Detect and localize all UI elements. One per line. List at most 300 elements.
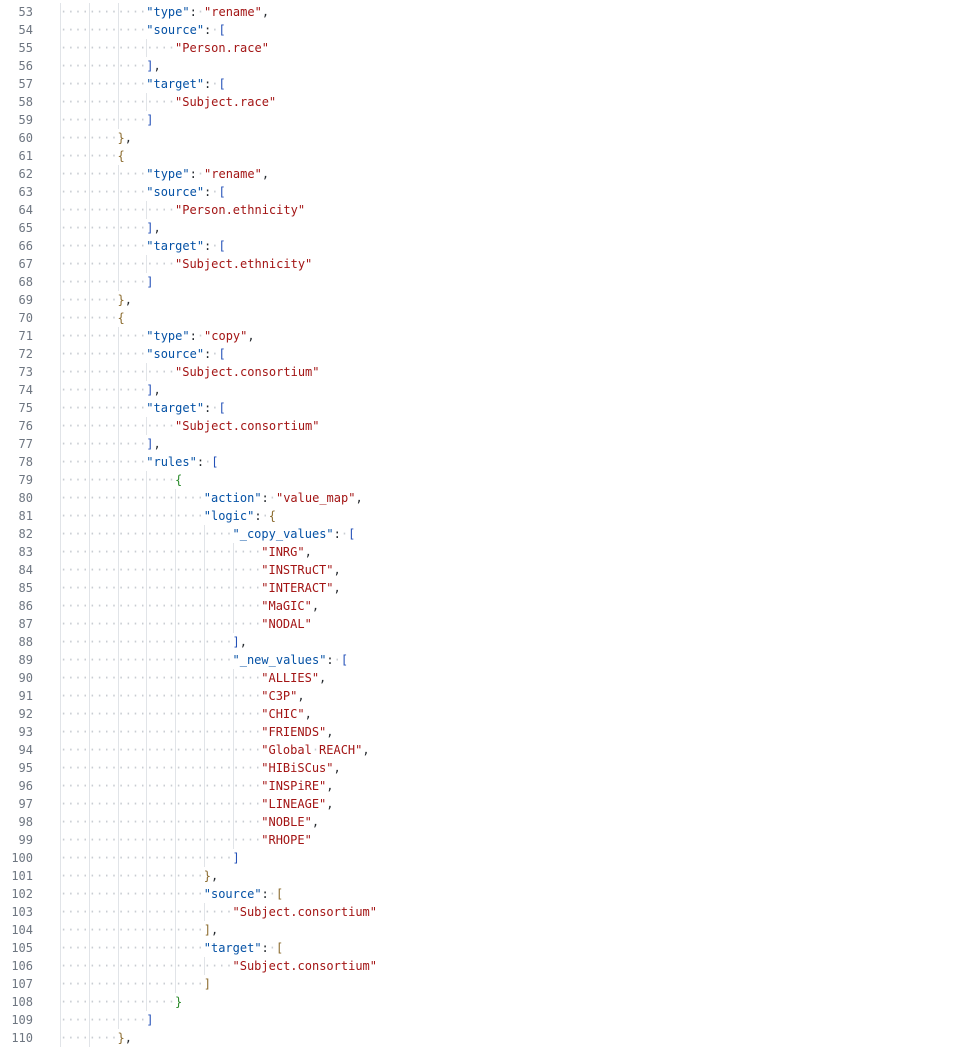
- line-number: 98: [18, 815, 33, 829]
- whitespace-dot: ·: [60, 167, 68, 181]
- whitespace-dot: ·: [88, 815, 96, 829]
- code-line[interactable]: [0, 813, 970, 831]
- whitespace-dot: ·: [246, 707, 255, 721]
- punctuation: ,: [153, 59, 161, 73]
- code-line[interactable]: [0, 147, 970, 165]
- code-line[interactable]: [0, 291, 970, 309]
- whitespace-dot: ·: [60, 95, 68, 109]
- whitespace-dot: ·: [167, 419, 176, 433]
- whitespace-dot: ·: [74, 23, 82, 37]
- code-line[interactable]: [0, 255, 970, 273]
- whitespace-dot: ·: [103, 203, 111, 217]
- whitespace-dot: ·: [175, 527, 183, 541]
- whitespace-dot: ·: [139, 689, 147, 703]
- punctuation: ,: [319, 671, 327, 685]
- whitespace-dot: ·: [153, 743, 161, 757]
- whitespace-dot: ·: [67, 761, 75, 775]
- whitespace-dot: ·: [88, 509, 96, 523]
- whitespace-dot: ·: [175, 491, 183, 505]
- punctuation: :: [333, 527, 341, 541]
- whitespace-dot: ·: [124, 509, 132, 523]
- punctuation: ,: [124, 131, 132, 145]
- whitespace-dot: ·: [88, 869, 96, 883]
- whitespace-dot: ·: [67, 833, 75, 847]
- whitespace-dot: ·: [95, 779, 104, 793]
- whitespace-dot: ·: [182, 815, 190, 829]
- whitespace-dot: ·: [218, 563, 226, 577]
- whitespace-dot: ·: [88, 959, 96, 973]
- whitespace-dot: ·: [160, 761, 168, 775]
- code-content: [60, 705, 312, 723]
- line-number: 67: [18, 257, 33, 271]
- code-line[interactable]: [0, 345, 970, 363]
- code-line[interactable]: [0, 669, 970, 687]
- whitespace-dot: ·: [67, 491, 75, 505]
- whitespace-dot: ·: [117, 581, 125, 595]
- code-line[interactable]: [0, 615, 970, 633]
- whitespace-dot: ·: [167, 653, 176, 667]
- whitespace-dot: ·: [88, 167, 96, 181]
- code-line[interactable]: [0, 399, 970, 417]
- code-line[interactable]: [0, 453, 970, 471]
- whitespace-dot: ·: [211, 185, 219, 199]
- whitespace-dot: ·: [239, 815, 247, 829]
- whitespace-dot: ·: [131, 419, 140, 433]
- whitespace-dot: ·: [88, 41, 96, 55]
- whitespace-dot: ·: [131, 689, 140, 703]
- whitespace-dot: ·: [67, 167, 75, 181]
- code-line[interactable]: [0, 309, 970, 327]
- whitespace-dot: ·: [146, 797, 154, 811]
- whitespace-dot: ·: [110, 41, 118, 55]
- code-line[interactable]: [0, 507, 970, 525]
- whitespace-dot: ·: [88, 779, 96, 793]
- line-number: 76: [18, 419, 33, 433]
- whitespace-dot: ·: [160, 851, 168, 865]
- whitespace-dot: ·: [146, 869, 154, 883]
- whitespace-dot: ·: [175, 599, 183, 613]
- whitespace-dot: ·: [95, 419, 104, 433]
- line-number: 82: [18, 527, 33, 541]
- whitespace-dot: ·: [60, 329, 68, 343]
- whitespace-dot: ·: [139, 707, 147, 721]
- whitespace-dot: ·: [124, 365, 132, 379]
- whitespace-dot: ·: [103, 257, 111, 271]
- whitespace-dot: ·: [95, 869, 104, 883]
- code-line[interactable]: [0, 129, 970, 147]
- whitespace-dot: ·: [167, 815, 176, 829]
- json-string: "NOBLE": [261, 815, 312, 829]
- whitespace-dot: ·: [110, 815, 118, 829]
- whitespace-dot: ·: [239, 563, 247, 577]
- code-line[interactable]: [0, 39, 970, 57]
- whitespace-dot: ·: [60, 401, 68, 415]
- whitespace-dot: ·: [124, 59, 132, 73]
- whitespace-dot: ·: [203, 959, 211, 973]
- code-line[interactable]: [0, 1011, 970, 1029]
- whitespace-dot: ·: [246, 797, 255, 811]
- whitespace-dot: ·: [153, 923, 161, 937]
- code-line[interactable]: [0, 471, 970, 489]
- code-line[interactable]: [0, 363, 970, 381]
- whitespace-dot: ·: [225, 725, 233, 739]
- json-key: "action": [203, 491, 262, 505]
- code-line[interactable]: [0, 327, 970, 345]
- whitespace-dot: ·: [146, 509, 154, 523]
- whitespace-dot: ·: [131, 257, 140, 271]
- whitespace-dot: ·: [81, 365, 89, 379]
- whitespace-dot: ·: [246, 725, 255, 739]
- whitespace-dot: ·: [124, 563, 132, 577]
- whitespace-dot: ·: [110, 653, 118, 667]
- whitespace-dot: ·: [103, 599, 111, 613]
- whitespace-dot: ·: [67, 59, 75, 73]
- whitespace-dot: ·: [81, 491, 89, 505]
- whitespace-dot: ·: [146, 671, 154, 685]
- whitespace-dot: ·: [124, 23, 132, 37]
- whitespace-dot: ·: [196, 833, 204, 847]
- code-content: [60, 57, 161, 75]
- whitespace-dot: ·: [175, 815, 183, 829]
- whitespace-dot: ·: [196, 491, 204, 505]
- whitespace-dot: ·: [131, 563, 140, 577]
- code-line[interactable]: [0, 831, 970, 849]
- whitespace-dot: ·: [74, 131, 82, 145]
- whitespace-dot: ·: [74, 509, 82, 523]
- whitespace-dot: ·: [189, 509, 197, 523]
- whitespace-dot: ·: [211, 401, 219, 415]
- code-line[interactable]: [0, 93, 970, 111]
- whitespace-dot: ·: [67, 365, 75, 379]
- whitespace-dot: ·: [74, 635, 82, 649]
- line-number: 72: [18, 347, 33, 361]
- whitespace-dot: ·: [74, 365, 82, 379]
- whitespace-dot: ·: [95, 1031, 104, 1045]
- whitespace-dot: ·: [139, 239, 147, 253]
- whitespace-dot: ·: [225, 653, 233, 667]
- whitespace-dot: ·: [189, 959, 197, 973]
- code-line[interactable]: [0, 885, 970, 903]
- code-line[interactable]: [0, 723, 970, 741]
- whitespace-dot: ·: [218, 707, 226, 721]
- whitespace-dot: ·: [81, 905, 89, 919]
- code-line[interactable]: [0, 237, 970, 255]
- whitespace-dot: ·: [160, 941, 168, 955]
- code-line[interactable]: [0, 633, 970, 651]
- whitespace-dot: ·: [167, 671, 176, 685]
- whitespace-dot: ·: [60, 5, 68, 19]
- code-content: [60, 633, 247, 651]
- code-content: [60, 993, 182, 1011]
- whitespace-dot: ·: [153, 995, 161, 1009]
- whitespace-dot: ·: [88, 851, 96, 865]
- whitespace-dot: ·: [103, 401, 111, 415]
- code-line[interactable]: [0, 75, 970, 93]
- whitespace-dot: ·: [110, 311, 118, 325]
- code-line[interactable]: [0, 111, 970, 129]
- whitespace-dot: ·: [117, 167, 125, 181]
- code-line[interactable]: [0, 273, 970, 291]
- whitespace-dot: ·: [88, 599, 96, 613]
- whitespace-dot: ·: [88, 581, 96, 595]
- json-key: "rules": [146, 455, 197, 469]
- whitespace-dot: ·: [60, 743, 68, 757]
- code-line[interactable]: [0, 3, 970, 21]
- code-line[interactable]: [0, 957, 970, 975]
- whitespace-dot: ·: [95, 797, 104, 811]
- json-key: "target": [146, 239, 205, 253]
- bracket: [: [218, 185, 226, 199]
- whitespace-dot: ·: [103, 563, 111, 577]
- whitespace-dot: ·: [182, 851, 190, 865]
- whitespace-dot: ·: [131, 599, 140, 613]
- whitespace-dot: ·: [175, 779, 183, 793]
- whitespace-dot: ·: [175, 563, 183, 577]
- code-line[interactable]: [0, 1029, 970, 1047]
- whitespace-dot: ·: [110, 1013, 118, 1027]
- whitespace-dot: ·: [239, 581, 247, 595]
- code-line[interactable]: [0, 525, 970, 543]
- whitespace-dot: ·: [60, 779, 68, 793]
- whitespace-dot: ·: [74, 491, 82, 505]
- whitespace-dot: ·: [117, 473, 125, 487]
- whitespace-dot: ·: [81, 257, 89, 271]
- whitespace-dot: ·: [117, 113, 125, 127]
- whitespace-dot: ·: [88, 617, 96, 631]
- whitespace-dot: ·: [167, 527, 176, 541]
- code-line[interactable]: [0, 993, 970, 1011]
- whitespace-dot: ·: [103, 5, 111, 19]
- whitespace-dot: ·: [110, 149, 118, 163]
- whitespace-dot: ·: [225, 851, 233, 865]
- punctuation: :: [254, 509, 262, 523]
- line-number: 93: [18, 725, 33, 739]
- whitespace-dot: ·: [117, 995, 125, 1009]
- code-line[interactable]: [0, 21, 970, 39]
- whitespace-dot: ·: [210, 653, 219, 667]
- whitespace-dot: ·: [218, 833, 226, 847]
- whitespace-dot: ·: [81, 995, 89, 1009]
- whitespace-dot: ·: [88, 653, 96, 667]
- code-line[interactable]: [0, 57, 970, 75]
- whitespace-dot: ·: [117, 401, 125, 415]
- whitespace-dot: ·: [139, 221, 147, 235]
- code-line[interactable]: [0, 849, 970, 867]
- whitespace-dot: ·: [117, 23, 125, 37]
- code-line[interactable]: [0, 651, 970, 669]
- whitespace-dot: ·: [74, 617, 82, 631]
- whitespace-dot: ·: [74, 851, 82, 865]
- whitespace-dot: ·: [103, 347, 111, 361]
- code-line[interactable]: [0, 165, 970, 183]
- punctuation: :: [189, 329, 197, 343]
- whitespace-dot: ·: [103, 293, 111, 307]
- whitespace-dot: ·: [160, 815, 168, 829]
- whitespace-dot: ·: [103, 329, 111, 343]
- whitespace-dot: ·: [139, 797, 147, 811]
- whitespace-dot: ·: [131, 851, 140, 865]
- json-string: REACH": [319, 743, 363, 757]
- whitespace-dot: ·: [225, 797, 233, 811]
- whitespace-dot: ·: [131, 725, 140, 739]
- whitespace-dot: ·: [95, 131, 104, 145]
- whitespace-dot: ·: [124, 185, 132, 199]
- line-number: 102: [11, 887, 33, 901]
- whitespace-dot: ·: [117, 743, 125, 757]
- whitespace-dot: ·: [232, 779, 240, 793]
- line-number: 90: [18, 671, 33, 685]
- whitespace-dot: ·: [60, 59, 68, 73]
- whitespace-dot: ·: [167, 743, 176, 757]
- whitespace-dot: ·: [74, 329, 82, 343]
- whitespace-dot: ·: [81, 383, 89, 397]
- whitespace-dot: ·: [160, 923, 168, 937]
- whitespace-dot: ·: [117, 653, 125, 667]
- whitespace-dot: ·: [167, 545, 176, 559]
- whitespace-dot: ·: [124, 905, 132, 919]
- code-content: [60, 291, 132, 309]
- whitespace-dot: ·: [88, 833, 96, 847]
- whitespace-dot: ·: [110, 77, 118, 91]
- whitespace-dot: ·: [103, 185, 111, 199]
- whitespace-dot: ·: [167, 923, 176, 937]
- code-line[interactable]: [0, 687, 970, 705]
- code-line[interactable]: [0, 561, 970, 579]
- whitespace-dot: ·: [117, 185, 125, 199]
- whitespace-dot: ·: [131, 833, 140, 847]
- code-line[interactable]: [0, 435, 970, 453]
- whitespace-dot: ·: [95, 329, 104, 343]
- whitespace-dot: ·: [203, 797, 211, 811]
- whitespace-dot: ·: [60, 941, 68, 955]
- line-number: 85: [18, 581, 33, 595]
- code-line[interactable]: [0, 579, 970, 597]
- json-string: "RHOPE": [261, 833, 312, 847]
- code-line[interactable]: [0, 921, 970, 939]
- whitespace-dot: ·: [175, 797, 183, 811]
- whitespace-dot: ·: [131, 671, 140, 685]
- whitespace-dot: ·: [67, 977, 75, 991]
- json-string: "rename": [204, 167, 262, 181]
- whitespace-dot: ·: [88, 887, 96, 901]
- whitespace-dot: ·: [88, 689, 96, 703]
- whitespace-dot: ·: [74, 419, 82, 433]
- whitespace-dot: ·: [232, 797, 240, 811]
- whitespace-dot: ·: [117, 239, 125, 253]
- bracket: }: [175, 995, 183, 1009]
- whitespace-dot: ·: [203, 527, 211, 541]
- whitespace-dot: ·: [88, 59, 96, 73]
- whitespace-dot: ·: [95, 815, 104, 829]
- code-line[interactable]: [0, 201, 970, 219]
- whitespace-dot: ·: [146, 527, 154, 541]
- whitespace-dot: ·: [67, 995, 75, 1009]
- whitespace-dot: ·: [246, 761, 255, 775]
- code-content: [60, 435, 161, 453]
- json-string: "Subject.consortium": [232, 905, 377, 919]
- whitespace-dot: ·: [124, 419, 132, 433]
- code-line[interactable]: [0, 219, 970, 237]
- code-line[interactable]: [0, 867, 970, 885]
- whitespace-dot: ·: [139, 113, 147, 127]
- code-line[interactable]: [0, 975, 970, 993]
- whitespace-dot: ·: [110, 887, 118, 901]
- code-line[interactable]: [0, 489, 970, 507]
- punctuation: :: [204, 239, 212, 253]
- whitespace-dot: ·: [88, 707, 96, 721]
- punctuation: :: [204, 401, 212, 415]
- whitespace-dot: ·: [239, 689, 247, 703]
- whitespace-dot: ·: [117, 977, 125, 991]
- whitespace-dot: ·: [103, 671, 111, 685]
- code-line[interactable]: [0, 939, 970, 957]
- whitespace-dot: ·: [139, 77, 147, 91]
- whitespace-dot: ·: [110, 491, 118, 505]
- whitespace-dot: ·: [254, 743, 262, 757]
- code-line[interactable]: [0, 183, 970, 201]
- whitespace-dot: ·: [254, 815, 262, 829]
- whitespace-dot: ·: [153, 41, 161, 55]
- whitespace-dot: ·: [67, 113, 75, 127]
- code-line[interactable]: [0, 381, 970, 399]
- whitespace-dot: ·: [124, 599, 132, 613]
- whitespace-dot: ·: [95, 923, 104, 937]
- code-line[interactable]: [0, 417, 970, 435]
- whitespace-dot: ·: [131, 959, 140, 973]
- line-number: 79: [18, 473, 33, 487]
- whitespace-dot: ·: [218, 743, 226, 757]
- whitespace-dot: ·: [103, 59, 111, 73]
- code-line[interactable]: [0, 543, 970, 561]
- code-line[interactable]: [0, 795, 970, 813]
- whitespace-dot: ·: [60, 311, 68, 325]
- whitespace-dot: ·: [103, 761, 111, 775]
- whitespace-dot: ·: [67, 473, 75, 487]
- whitespace-dot: ·: [60, 203, 68, 217]
- whitespace-dot: ·: [67, 959, 75, 973]
- bracket: [: [218, 401, 226, 415]
- whitespace-dot: ·: [167, 797, 176, 811]
- json-string: "value_map": [275, 491, 356, 505]
- whitespace-dot: ·: [218, 761, 226, 775]
- code-line[interactable]: [0, 741, 970, 759]
- whitespace-dot: ·: [131, 383, 140, 397]
- code-line[interactable]: [0, 777, 970, 795]
- whitespace-dot: ·: [88, 761, 96, 775]
- whitespace-dot: ·: [124, 833, 132, 847]
- whitespace-dot: ·: [196, 509, 204, 523]
- code-line[interactable]: [0, 903, 970, 921]
- code-line[interactable]: [0, 759, 970, 777]
- whitespace-dot: ·: [117, 851, 125, 865]
- whitespace-dot: ·: [225, 959, 233, 973]
- whitespace-dot: ·: [175, 833, 183, 847]
- whitespace-dot: ·: [81, 599, 89, 613]
- whitespace-dot: ·: [81, 347, 89, 361]
- whitespace-dot: ·: [124, 743, 132, 757]
- whitespace-dot: ·: [60, 959, 68, 973]
- code-line[interactable]: [0, 597, 970, 615]
- code-content: [60, 867, 218, 885]
- code-content: [60, 813, 319, 831]
- whitespace-dot: ·: [131, 887, 140, 901]
- whitespace-dot: ·: [131, 653, 140, 667]
- whitespace-dot: ·: [67, 941, 75, 955]
- whitespace-dot: ·: [182, 743, 190, 757]
- whitespace-dot: ·: [60, 815, 68, 829]
- whitespace-dot: ·: [146, 941, 154, 955]
- code-line[interactable]: [0, 705, 970, 723]
